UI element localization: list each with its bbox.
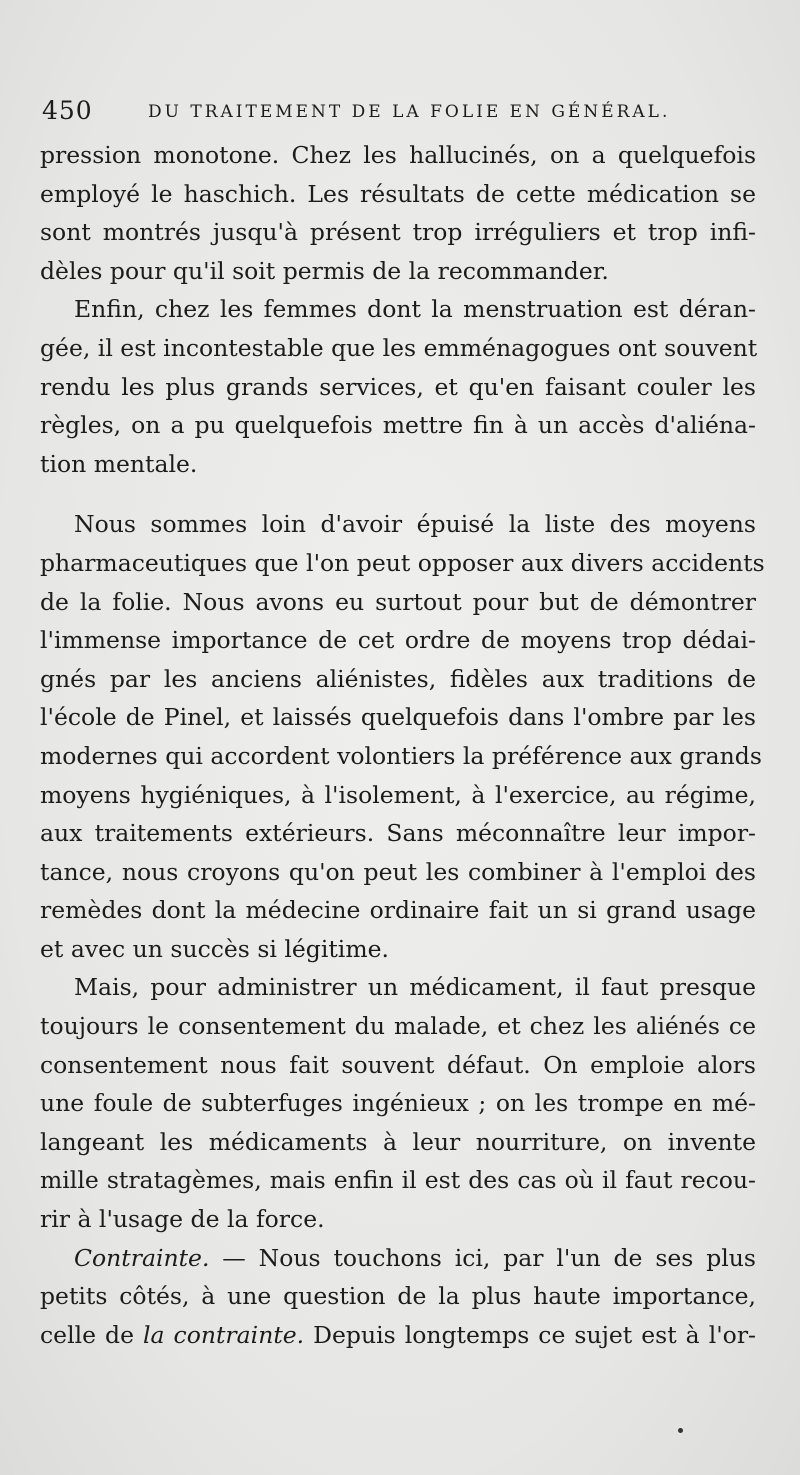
page-body (40, 136, 765, 1354)
text-run: Depuis longtemps ce sujet est à l'or- (304, 1320, 756, 1349)
text-line: remèdes dont la médecine ordinaire fait un si grand usage (40, 896, 756, 925)
text-run: petits côtés, à une question de la plus haute importance, (40, 1282, 756, 1311)
paragraph (40, 505, 765, 968)
text-line: de la folie. Nous avons eu surtout pour but de démontrer (40, 587, 756, 616)
text-line: moyens hygiéniques, à l'isolement, à l'exercice, au régime, (40, 780, 756, 809)
text-line: sont montrés jusqu'à présent trop irréguliers et trop infi- (40, 218, 756, 247)
text-line: et avec un succès si légitime. (40, 934, 389, 963)
text-line: règles, on a pu quelquefois mettre fin à un accès d'aliéna- (40, 411, 756, 440)
text-line: modernes qui accordent volontiers la préférence aux grands (40, 741, 762, 770)
text-line: gnés par les anciens aliénistes, fidèles aux traditions de (40, 664, 756, 693)
text-line: pharmaceutiques que l'on peut opposer aux divers accidents (40, 548, 765, 577)
text-line (40, 1239, 756, 1278)
text-line: dèles pour qu'il soit permis de la recommander. (40, 256, 609, 285)
text-line: aux traitements extérieurs. Sans méconnaître leur impor- (40, 819, 756, 848)
text-line: tion mentale. (40, 449, 198, 478)
text-line: toujours le consentement du malade, et chez les aliénés ce (40, 1012, 756, 1041)
text-line: employé le haschich. Les résultats de cette médication se (40, 179, 756, 208)
paragraph (40, 1239, 756, 1355)
page-number: 450 (42, 96, 93, 125)
text-line: l'immense importance de cet ordre de moyens trop dédai- (40, 626, 756, 655)
text-line: langeant les médicaments à leur nourriture, on invente (40, 1127, 756, 1156)
text-line: Enfin, chez les femmes dont la menstruation est déran- (74, 295, 756, 324)
text-line: consentement nous fait souvent défaut. On emploie alors (40, 1050, 756, 1079)
text-run: — Nous touchons ici, par l'un de ses plus (209, 1243, 756, 1272)
paragraph (40, 290, 756, 483)
text-line: Mais, pour administrer un médicament, il faut presque (74, 973, 756, 1002)
paragraph (40, 136, 756, 290)
running-head: DU TRAITEMENT DE LA FOLIE EN GÉNÉRAL. (148, 102, 671, 122)
page-header (42, 96, 758, 132)
text-line (40, 1277, 756, 1316)
section-heading-italic: Contrainte. (74, 1243, 210, 1272)
text-line (40, 1316, 756, 1355)
text-line: rendu les plus grands services, et qu'en faisant couler les (40, 372, 756, 401)
text-line: tance, nous croyons qu'on peut les combiner à l'emploi des (40, 857, 756, 886)
text-line: pression monotone. Chez les hallucinés, on a quelquefois (40, 141, 756, 169)
text-line: Nous sommes loin d'avoir épuisé la liste des moyens (74, 510, 756, 539)
text-line: une foule de subterfuges ingénieux ; on les trompe en mé- (40, 1089, 756, 1118)
paragraph (40, 968, 756, 1238)
ink-dot (678, 1428, 683, 1433)
italic-term: la contrainte. (143, 1320, 305, 1349)
text-line: rir à l'usage de la force. (40, 1205, 325, 1234)
text-line: l'école de Pinel, et laissés quelquefois dans l'ombre par les (40, 703, 756, 732)
text-line: mille stratagèmes, mais enfin il est des cas où il faut recou- (40, 1166, 756, 1195)
paragraph-gap (40, 483, 756, 505)
text-line: gée, il est incontestable que les emménagogues ont souvent (40, 333, 758, 362)
text-run: celle de (40, 1320, 143, 1349)
